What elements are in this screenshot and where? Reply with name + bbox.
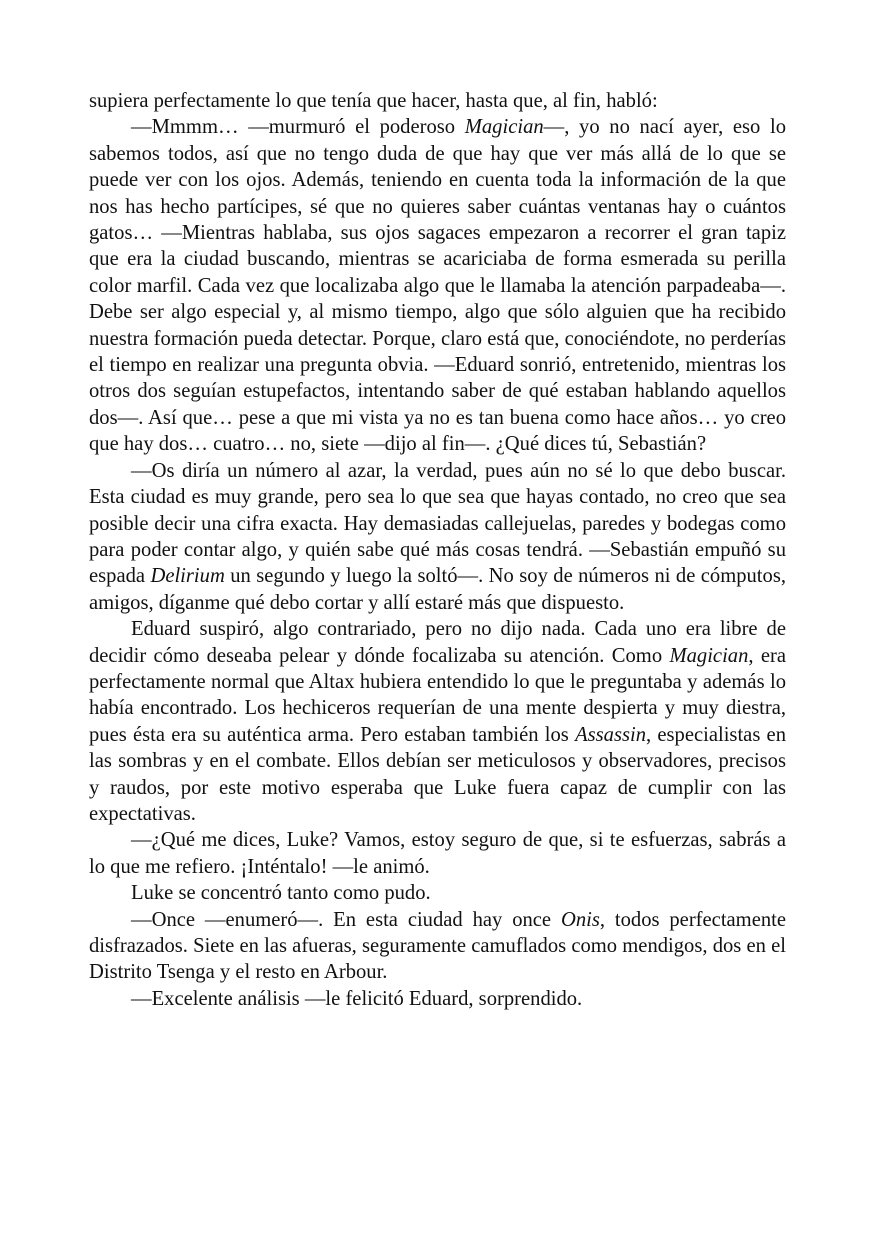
italic-term: Magician	[464, 116, 544, 139]
paragraph	[89, 827, 786, 880]
paragraph	[89, 880, 786, 906]
italic-term: Onis	[560, 908, 600, 931]
text-run: —Os diría un número al azar, la verdad, pues aún no sé lo que debo buscar. Esta ciudad es muy grande, pero sea lo que sea que hayas contado, no creo que sea posible decir una cifra exacta. Hay demasiadas callejuelas, paredes y bodegas como para poder contar algo, y quién sabe qué más cosas tendrá. —Sebastián empuñó su espada	[89, 459, 786, 588]
text-run: , especialistas en las sombras y en el combate. Ellos debían ser meticulosos y observadores, precisos y raudos, por este motivo esperaba que Luke fuera capaz de cumplir con las expectativas.	[89, 723, 786, 825]
document-page	[89, 88, 786, 1012]
paragraph	[89, 986, 786, 1012]
text-run: , todos perfectamente disfrazados. Siete en las afueras, seguramente camuflados como mendigos, dos en el Distrito Tsenga y el resto en Arbour.	[89, 908, 786, 984]
italic-term: Delirium	[150, 565, 225, 588]
text-run: —Once —enumeró—. En esta ciudad hay once	[131, 908, 561, 931]
text-run: , era perfectamente normal que Altax hubiera entendido lo que le preguntaba y además lo había encontrado. Los hechiceros requerían de una mente despierta y muy diestra, pues ésta era su auténtica arma. Pero estaban también los	[89, 644, 787, 746]
italic-term: Assassin	[575, 723, 647, 746]
text-run: supiera perfectamente lo que tenía que hacer, hasta que, al fin, habló:	[89, 90, 658, 112]
text-run: Eduard suspiró, algo contrariado, pero no dijo nada. Cada uno era libre de decidir cómo deseaba pelear y dónde focalizaba su atención. Como	[89, 618, 786, 667]
paragraph	[89, 88, 786, 114]
paragraph	[89, 907, 786, 986]
text-run: —, yo no nací ayer, eso lo sabemos todos, así que no tengo duda de que hay que ver más allá de lo que se puede ver con los ojos. Además, teniendo en cuenta toda la información de la que nos has hecho partícipes, sé que no quieres saber cuántas ventanas hay o cuántos gatos… —Mientras hablaba, sus ojos sagaces empezaron a recorrer el gran tapiz que era la ciudad buscando, mientras se acariciaba de forma esmerada su perilla color marfil. Cada vez que localizaba algo que le llamaba la atención parpadeaba—. Debe ser algo especial y, al mismo tiempo, algo que sólo alguien que ha recibido nuestra formación pueda detectar. Porque, claro está que, conociéndote, no perderías el tiempo en realizar una pregunta obvia. —Eduard sonrió, entretenido, mientras los otros dos seguían estupefactos, intentando saber de qué estaban hablando aquellos dos—. Así que… pese a que mi vista ya no es tan buena como hace años… yo creo que hay dos… cuatro… no, siete —dijo al fin—. ¿Qué dices tú, Sebastián?	[89, 116, 786, 456]
text-run: —Excelente análisis —le felicitó Eduard, sorprendido.	[131, 987, 583, 1010]
paragraph	[89, 458, 786, 616]
text-run: Luke se concentró tanto como pudo.	[131, 882, 431, 905]
text-run: —Mmmm… —murmuró el poderoso	[131, 116, 465, 139]
text-run: un segundo y luego la soltó—. No soy de números ni de cómputos, amigos, díganme qué debo cortar y allí estaré más que dispuesto.	[89, 565, 786, 614]
text-run: —¿Qué me dices, Luke? Vamos, estoy seguro de que, si te esfuerzas, sabrás a lo que me refiero. ¡Inténtalo! —le animó.	[89, 829, 786, 878]
paragraph	[89, 114, 786, 457]
paragraph	[89, 616, 786, 827]
italic-term: Magician	[669, 644, 749, 667]
